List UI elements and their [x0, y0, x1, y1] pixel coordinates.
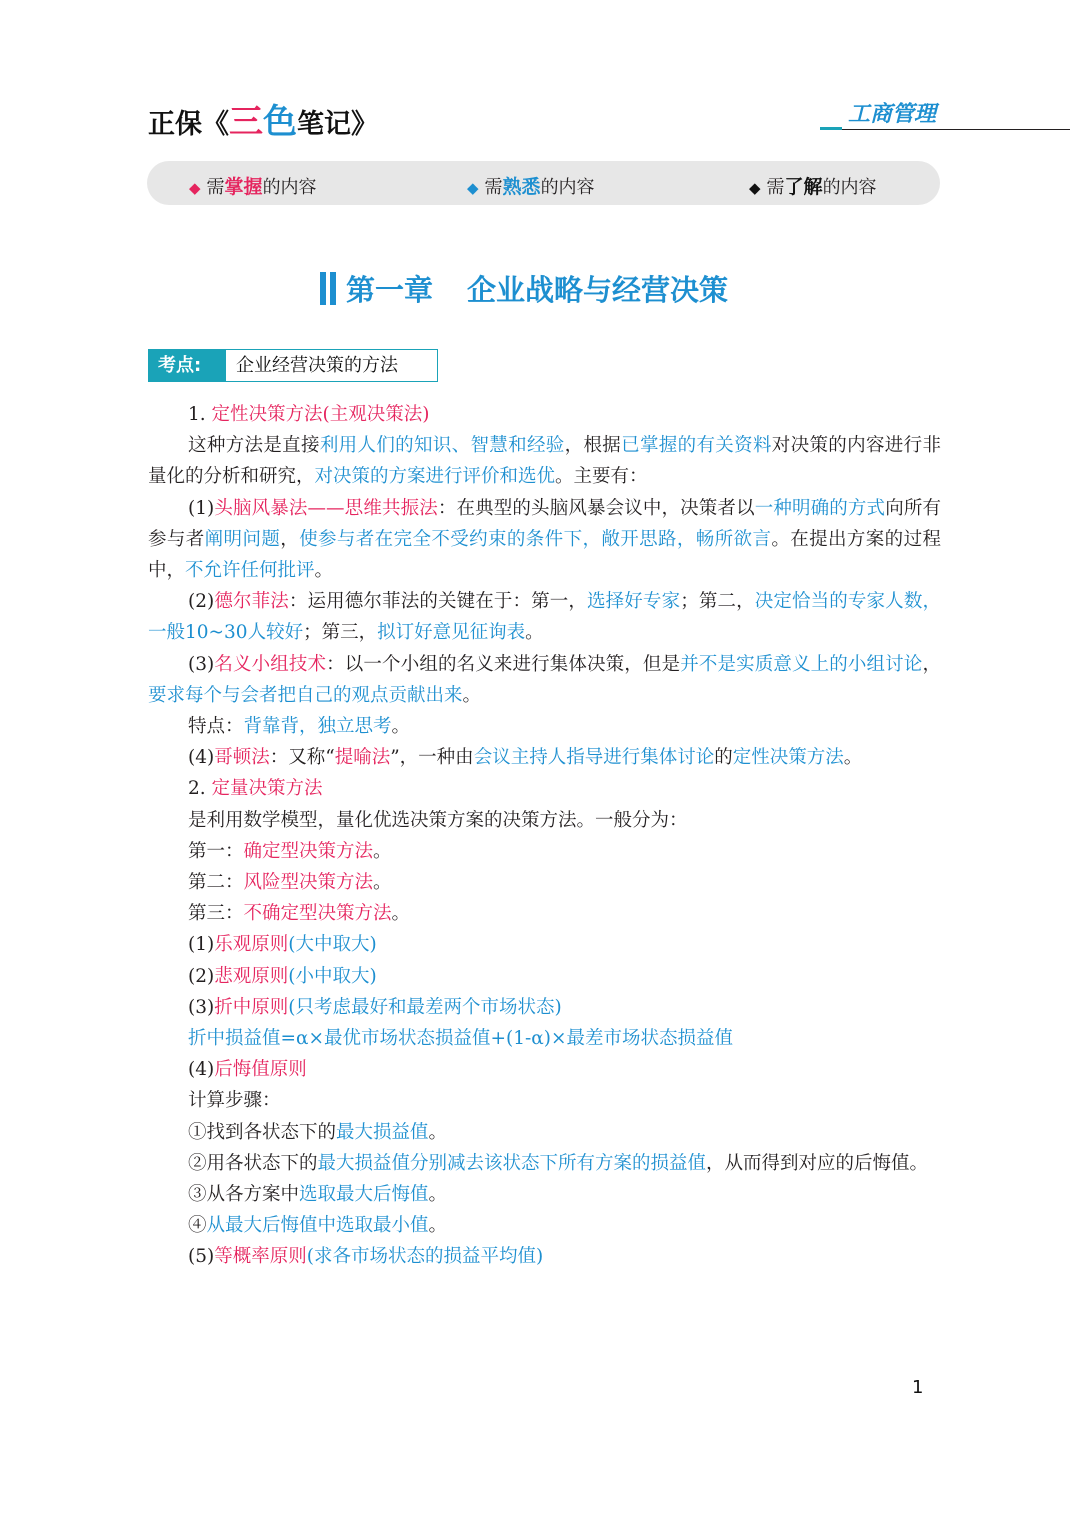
- paragraph: [148, 961, 941, 992]
- highlight-text: 会议主持人指导进行集体讨论: [473, 747, 715, 769]
- text-run: 。在提出方案的过程中，: [148, 528, 941, 582]
- text-run: ，根据: [564, 435, 622, 457]
- key-term: 德尔菲法: [214, 591, 289, 613]
- paragraph: [148, 929, 941, 960]
- brand-san: 三: [229, 102, 263, 142]
- topic-tag-label: 考点:: [148, 349, 226, 382]
- highlight-text: 不允许任何批评: [185, 560, 315, 582]
- highlight-text: 背靠背，独立思考: [243, 716, 392, 738]
- highlight-text: 一种明确的方式: [754, 497, 886, 519]
- text-run: ：在典型的头脑风暴会议中，决策者以: [437, 497, 755, 519]
- key-term: 不确定型决策方法: [243, 903, 392, 925]
- chapter-number: 第一章: [346, 272, 434, 307]
- legend-prefix: 需: [484, 177, 503, 198]
- paragraph: [148, 1054, 941, 1085]
- topic-tag: [148, 349, 438, 382]
- paragraph: [148, 1241, 941, 1272]
- legend-item-understand: [749, 172, 877, 199]
- legend-suffix: 的内容: [540, 177, 595, 198]
- page-number: 1: [912, 1377, 924, 1398]
- book-brand-title: [148, 94, 378, 143]
- text-run: 。主要有：: [555, 466, 648, 488]
- text-run: (3): [188, 653, 215, 675]
- highlight-text: 最大损益值: [336, 1121, 429, 1143]
- paragraph: [148, 1085, 941, 1116]
- brand-se: 色: [263, 102, 297, 142]
- legend-key: 了解: [784, 176, 823, 198]
- text-run: (1): [188, 934, 215, 956]
- legend-prefix: 需: [766, 177, 785, 198]
- text-run: ”，一种由: [390, 747, 474, 769]
- text-run: (5): [188, 1246, 215, 1268]
- text-run: 。: [428, 1121, 448, 1143]
- key-term: 哥顿法: [214, 747, 270, 769]
- body-text: [148, 399, 941, 1273]
- brand-prefix: 正保《: [148, 109, 229, 140]
- text-run: ；第二，: [680, 591, 755, 613]
- text-run: (2): [188, 591, 215, 613]
- text-run: ：又称“: [269, 747, 335, 769]
- highlight-text: 并不是实质意义上的小组讨论: [680, 653, 923, 675]
- key-term: 折中原则: [214, 996, 289, 1018]
- text-run: 。: [391, 903, 411, 925]
- highlight-text: 折中损益值=α×最优市场状态损益值+(1-α)×最差市场状态损益值: [188, 1028, 733, 1050]
- text-run: (3): [188, 996, 215, 1018]
- paragraph: [148, 867, 941, 898]
- text-run: ③从各方案中: [188, 1184, 300, 1206]
- text-run: (2): [188, 965, 215, 987]
- key-term: 名义小组技术: [214, 653, 327, 675]
- highlight-text: 定性决策方法: [732, 747, 844, 769]
- brand-suffix: 笔记》: [297, 109, 378, 140]
- header-rule: [820, 129, 1070, 130]
- legend-item-familiar: [467, 172, 595, 199]
- paragraph: [148, 1117, 941, 1148]
- subject-label: 工商管理: [848, 102, 937, 127]
- text-run: 。: [843, 747, 863, 769]
- paragraph: [148, 898, 941, 929]
- highlight-text: (小中取大): [288, 965, 377, 987]
- chapter-title: 企业战略与经营决策: [467, 272, 729, 307]
- highlight-text: 从最大后悔值中选取最小值: [206, 1215, 429, 1237]
- key-term: 乐观原则: [214, 934, 289, 956]
- text-run: 是利用数学模型，量化优选决策方案的决策方法。一般分为：: [188, 809, 688, 831]
- text-run: 特点：: [188, 716, 244, 738]
- highlight-text: 选择好专家: [587, 591, 681, 613]
- text-run: 。: [373, 872, 392, 894]
- text-run: ，: [280, 528, 300, 550]
- text-run: ，: [922, 653, 941, 675]
- text-run: 这种方法是直接: [188, 435, 320, 457]
- key-term: 头脑风暴法——思维共振法: [214, 497, 438, 519]
- paragraph: [148, 430, 941, 492]
- legend-key: 熟悉: [502, 176, 541, 198]
- text-run: 。: [314, 560, 334, 582]
- text-run: (4): [188, 1059, 215, 1081]
- diamond-icon: ◆: [189, 179, 201, 197]
- diamond-icon: ◆: [749, 179, 761, 197]
- legend-prefix: 需: [206, 177, 225, 198]
- diamond-icon: ◆: [467, 179, 479, 197]
- text-run: 。: [525, 622, 544, 644]
- highlight-text: 拟订好意见征询表: [377, 622, 526, 644]
- header-rule-accent: [820, 127, 842, 130]
- text-run: 2.: [188, 778, 212, 800]
- paragraph: [148, 1210, 941, 1241]
- legend-key: 掌握: [224, 176, 263, 198]
- key-term: 定性决策方法(主观决策法): [211, 404, 430, 425]
- legend-bar: [147, 161, 940, 205]
- key-term: 悲观原则: [214, 965, 289, 987]
- text-run: ：运用德尔菲法的关键在于：第一，: [288, 591, 588, 613]
- topic-tag-value: 企业经营决策的方法: [226, 349, 438, 382]
- text-run: (1): [188, 497, 215, 519]
- highlight-text: 选取最大后悔值: [299, 1184, 429, 1206]
- text-run: ②用各状态下的: [188, 1152, 318, 1174]
- key-term: 提喻法: [334, 747, 391, 769]
- key-term: 确定型决策方法: [243, 840, 374, 862]
- highlight-text: 利用人们的知识、智慧和经验: [319, 435, 565, 457]
- paragraph: [148, 399, 941, 430]
- highlight-text: 阐明问题: [204, 528, 281, 550]
- highlight-text: 对决策的方案进行评价和选优: [314, 466, 556, 488]
- paragraph: [148, 1148, 941, 1179]
- key-term: 后悔值原则: [214, 1059, 307, 1081]
- text-run: ；第三，: [303, 622, 378, 644]
- text-run: ④: [188, 1215, 207, 1237]
- key-term: 定量决策方法: [211, 778, 323, 800]
- paragraph: [148, 992, 941, 1023]
- text-run: 第三：: [188, 903, 244, 925]
- highlight-text: (只考虑最好和最差两个市场状态): [288, 996, 562, 1018]
- text-run: 计算步骤：: [188, 1090, 281, 1112]
- text-run: 第二：: [188, 872, 244, 894]
- highlight-text: 决定恰当的专家人数，一般10~30人较好: [148, 591, 941, 644]
- highlight-text: 已掌握的有关资料: [621, 435, 772, 457]
- paragraph: [148, 1179, 941, 1210]
- chapter-heading: [320, 268, 728, 308]
- text-run: ，从而得到对应的后悔值。: [706, 1152, 929, 1174]
- text-run: 的: [714, 747, 733, 769]
- key-term: 等概率原则: [214, 1246, 307, 1268]
- highlight-text: 要求每个与会者把自己的观点贡献出来: [148, 684, 463, 706]
- text-run: (4): [188, 747, 215, 769]
- paragraph: [148, 805, 941, 836]
- paragraph: [148, 773, 941, 804]
- key-term: 风险型决策方法: [243, 872, 374, 894]
- text-run: ①找到各状态下的: [188, 1121, 337, 1143]
- text-run: 。: [391, 716, 411, 738]
- legend-suffix: 的内容: [262, 177, 317, 198]
- legend-suffix: 的内容: [822, 177, 877, 198]
- text-run: 。: [373, 840, 392, 862]
- paragraph: [148, 586, 941, 648]
- text-run: 。: [462, 684, 482, 706]
- text-run: 向所有参与者: [148, 497, 941, 550]
- text-run: ：以一个小组的名义来进行集体决策，但是: [326, 653, 681, 675]
- highlight-text: 最大损益值分别减去该状态下所有方案的损益值: [317, 1152, 707, 1174]
- highlight-text: 使参与者在完全不受约束的条件下，敞开思路，畅所欲言: [299, 528, 772, 550]
- paragraph: [148, 493, 941, 587]
- text-run: 。: [428, 1215, 448, 1237]
- text-run: 第一：: [188, 840, 244, 862]
- paragraph: [148, 836, 941, 867]
- paragraph: [148, 1023, 941, 1054]
- paragraph: [148, 742, 941, 773]
- highlight-text: (大中取大): [288, 934, 377, 956]
- highlight-text: (求各市场状态的损益平均值): [306, 1246, 544, 1268]
- legend-item-master: [189, 172, 317, 199]
- text-run: 对决策的内容进行非量化的分析和研究，: [148, 435, 941, 488]
- paragraph: [148, 649, 941, 711]
- paragraph: [148, 711, 941, 742]
- text-run: 。: [428, 1184, 448, 1206]
- chapter-bars-icon: [320, 272, 336, 305]
- text-run: 1.: [188, 404, 212, 425]
